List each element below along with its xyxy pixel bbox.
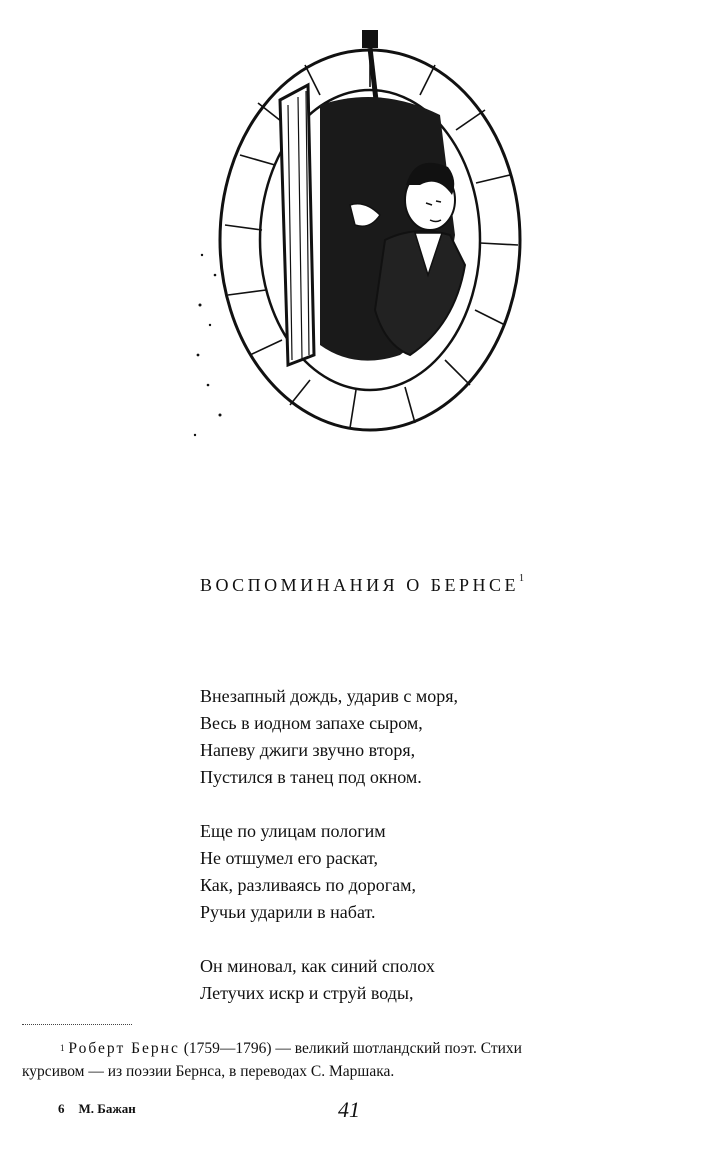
stanza bbox=[200, 953, 458, 1007]
footnote-text-line2: курсивом — из поэзии Бернса, в переводах С. Маршака. bbox=[22, 1063, 395, 1080]
poem-line: Весь в иодном запахе сыром, bbox=[200, 713, 423, 733]
window-portrait-illustration bbox=[180, 25, 540, 465]
poem-line: Как, разливаясь по дорогам, bbox=[200, 875, 416, 895]
poem-line: Он миновал, как синий сполох bbox=[200, 956, 435, 976]
sheet-number: 6 bbox=[58, 1101, 65, 1116]
stanza bbox=[200, 818, 458, 926]
stanza bbox=[200, 683, 458, 791]
poem-line: Внезапный дождь, ударив с моря, bbox=[200, 686, 459, 706]
poem-line: Напеву джиги звучно вторя, bbox=[200, 740, 416, 760]
author-signature: М. Бажан bbox=[78, 1101, 136, 1116]
poem-line: Пустился в танец под окном. bbox=[200, 767, 422, 787]
footnote-name: Роберт Бернс bbox=[68, 1040, 180, 1057]
poem-line: Ручьи ударили в набат. bbox=[200, 902, 376, 922]
footnote-divider bbox=[22, 1024, 132, 1025]
poem-line: Летучих искр и струй воды, bbox=[200, 983, 414, 1003]
printer-signature bbox=[58, 1101, 136, 1117]
footnote-text: (1759—1796) — великий шотландский поэт. Стихи bbox=[183, 1040, 522, 1057]
poem-title: ВОСПОМИНАНИЯ О БЕРНСЕ$^1$ bbox=[199, 573, 525, 595]
page-number: 41 bbox=[338, 1097, 360, 1122]
footnote bbox=[22, 1037, 702, 1083]
poem-line: Не отшумел его раскат, bbox=[200, 848, 379, 868]
poem-body bbox=[200, 683, 458, 1034]
poem-line: Еще по улицам пологим bbox=[200, 821, 386, 841]
footnote-mark: 1 bbox=[60, 1043, 65, 1053]
